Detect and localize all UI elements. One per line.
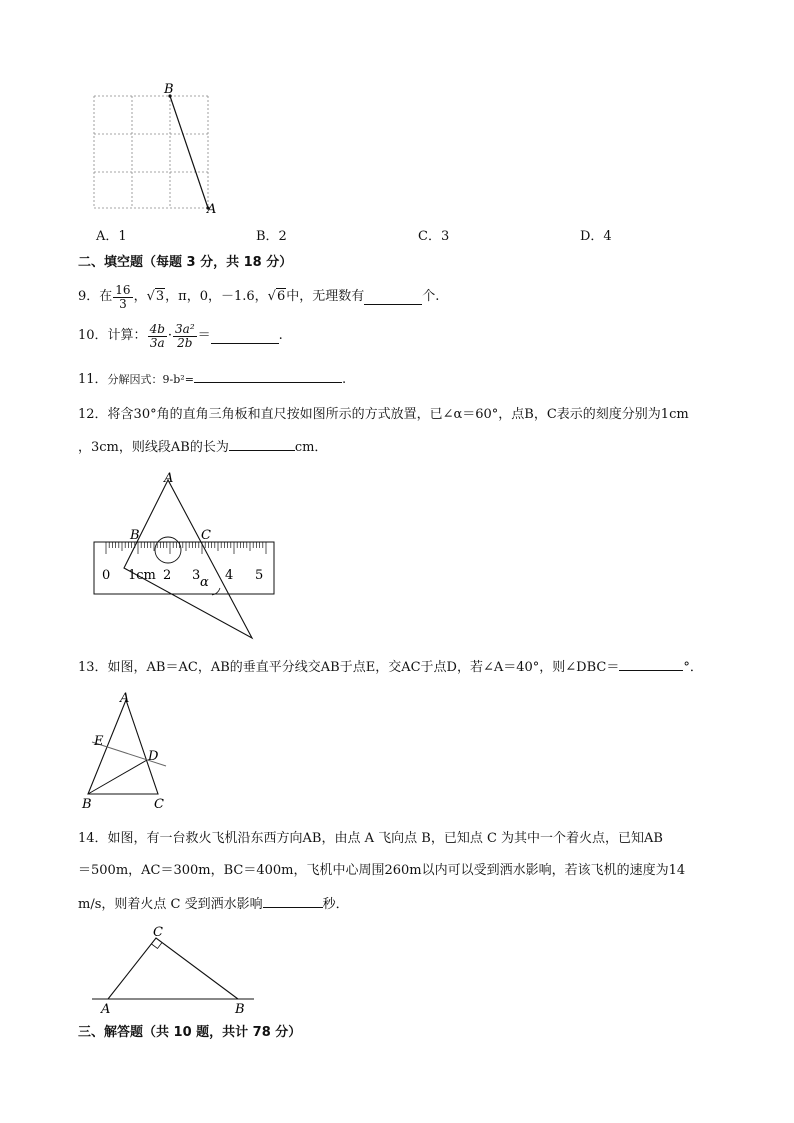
q9-sqrt-6: √6: [267, 289, 286, 304]
q9-frac-den: 3: [119, 296, 127, 311]
q11-text: 分解因式：9-b²=: [107, 373, 194, 386]
label-b: B: [82, 797, 92, 812]
q10-equals: ＝: [197, 328, 211, 343]
option-d[interactable]: D．4: [580, 229, 612, 244]
q12-line2-after: cm．: [294, 440, 328, 455]
section-3-title: 三、解答题（共 10 题，共计 78 分）: [78, 1025, 302, 1040]
label-c: C: [153, 925, 163, 940]
section-2-title: 二、填空题（每题 3 分，共 18 分）: [78, 255, 293, 270]
label-a: A: [207, 202, 217, 216]
q13-triangle-figure: [78, 688, 178, 812]
question-13: [78, 656, 703, 677]
question-11: [78, 368, 346, 389]
q14-number: 14．: [78, 831, 108, 846]
question-14-line-3: [78, 893, 349, 914]
q10-answer-blank[interactable]: [211, 329, 279, 344]
ruler-label-1: 1cm: [128, 568, 156, 583]
q9-list-rest: ，π，0，－1.6，: [165, 289, 268, 304]
label-d: D: [148, 749, 159, 764]
segment-ab: [170, 96, 208, 208]
q9-sqrt2-arg: 6: [276, 289, 286, 304]
ruler-label-5: 5: [255, 568, 264, 583]
q10-dot: ·: [167, 328, 173, 343]
label-b: B: [164, 82, 174, 97]
q10-tail: .: [278, 328, 283, 343]
question-9: [78, 280, 439, 314]
q10-f1-den: 3a: [149, 335, 165, 350]
q10-f1-num: 4b: [149, 321, 165, 336]
q14-line2: ＝500m，AC＝300m，BC＝400m，飞机中心周围260m以内可以受到洒水影响，若该飞机的速度为14: [78, 863, 686, 878]
q11-tail: .: [341, 372, 347, 387]
ruler-label-0: 0: [102, 568, 111, 583]
triangle-abc: [108, 938, 238, 999]
q14-line3-after: 秒．: [322, 897, 349, 912]
q9-tail: 个.: [422, 289, 440, 304]
option-c[interactable]: C．3: [418, 229, 450, 244]
q9-sqrt-3: √3: [146, 289, 165, 304]
ruler-label-2: 2: [163, 568, 172, 583]
q14-line1: 如图，有一台救火飞机沿东西方向AB，由点 A 飞向点 B，已知点 C 为其中一个着火点，已知AB: [107, 831, 663, 846]
q10-fraction-1: [148, 323, 167, 350]
q12-number: 12．: [78, 407, 108, 422]
protractor-circle: [155, 537, 181, 563]
label-c: C: [201, 528, 211, 543]
q13-text: 如图，AB＝AC，AB的垂直平分线交AB于点E，交AC于点D，若∠A＝40°，则∠DBC＝: [107, 660, 620, 675]
q9-fraction: [113, 284, 132, 311]
q10-number: 10．: [78, 328, 108, 343]
q13-answer-blank[interactable]: [619, 656, 683, 671]
question-10: [78, 318, 283, 354]
q10-f2-num: 3a²: [175, 321, 195, 336]
label-a: A: [120, 691, 130, 706]
q14-triangle-figure: [88, 920, 264, 1016]
ruler-label-3: 3: [192, 568, 201, 583]
q9-text-before: 在: [99, 289, 113, 304]
label-e: E: [94, 734, 104, 749]
q9-sqrt1-arg: 3: [155, 289, 165, 304]
q12-line2-before: ，3cm，则线段AB的长为: [78, 440, 229, 455]
label-b: B: [235, 1002, 245, 1016]
q9-sep: ，: [133, 289, 147, 304]
q13-tail: °．: [683, 660, 703, 675]
question-12-line-2: [78, 436, 327, 457]
label-alpha: α: [200, 575, 209, 590]
q14-line3-before: m/s，则着火点 C 受到洒水影响: [78, 897, 263, 912]
segment-bd: [88, 760, 147, 794]
triangle: [124, 480, 252, 638]
label-a: A: [164, 471, 174, 486]
q12-line1: 将含30°角的直角三角板和直尺按如图所示的方式放置，已∠α＝60°，点B，C表示的刻度分别为1cm: [107, 407, 689, 422]
right-angle-mark: [152, 943, 163, 949]
question-14-line-2: [78, 862, 685, 880]
q8-grid-figure: [88, 80, 228, 216]
q9-answer-blank[interactable]: [364, 290, 422, 305]
q10-f2-den: 2b: [177, 335, 193, 350]
ruler-label-4: 4: [225, 568, 234, 583]
q10-fraction-2: [173, 323, 197, 350]
q11-number: 11．: [78, 372, 108, 387]
q9-number: 9．: [78, 289, 100, 304]
q9-frac-num: 16: [115, 282, 131, 297]
q12-ruler-triangle-figure: [88, 466, 288, 646]
ruler: [94, 542, 274, 594]
label-b: B: [130, 528, 140, 543]
q9-text-after: 中，无理数有: [286, 289, 365, 304]
q12-answer-blank[interactable]: [229, 436, 295, 451]
question-12-line-1: [78, 406, 689, 424]
option-b[interactable]: B．2: [256, 229, 287, 244]
label-c: C: [154, 797, 164, 812]
q14-answer-blank[interactable]: [263, 893, 323, 908]
question-14-line-1: [78, 830, 663, 848]
label-a: A: [101, 1002, 111, 1016]
option-a[interactable]: A．1: [96, 229, 127, 244]
ruler-ticks: [106, 542, 266, 554]
q13-number: 13．: [78, 660, 108, 675]
q10-label: 计算：: [107, 328, 147, 343]
q11-answer-blank[interactable]: [194, 368, 342, 383]
